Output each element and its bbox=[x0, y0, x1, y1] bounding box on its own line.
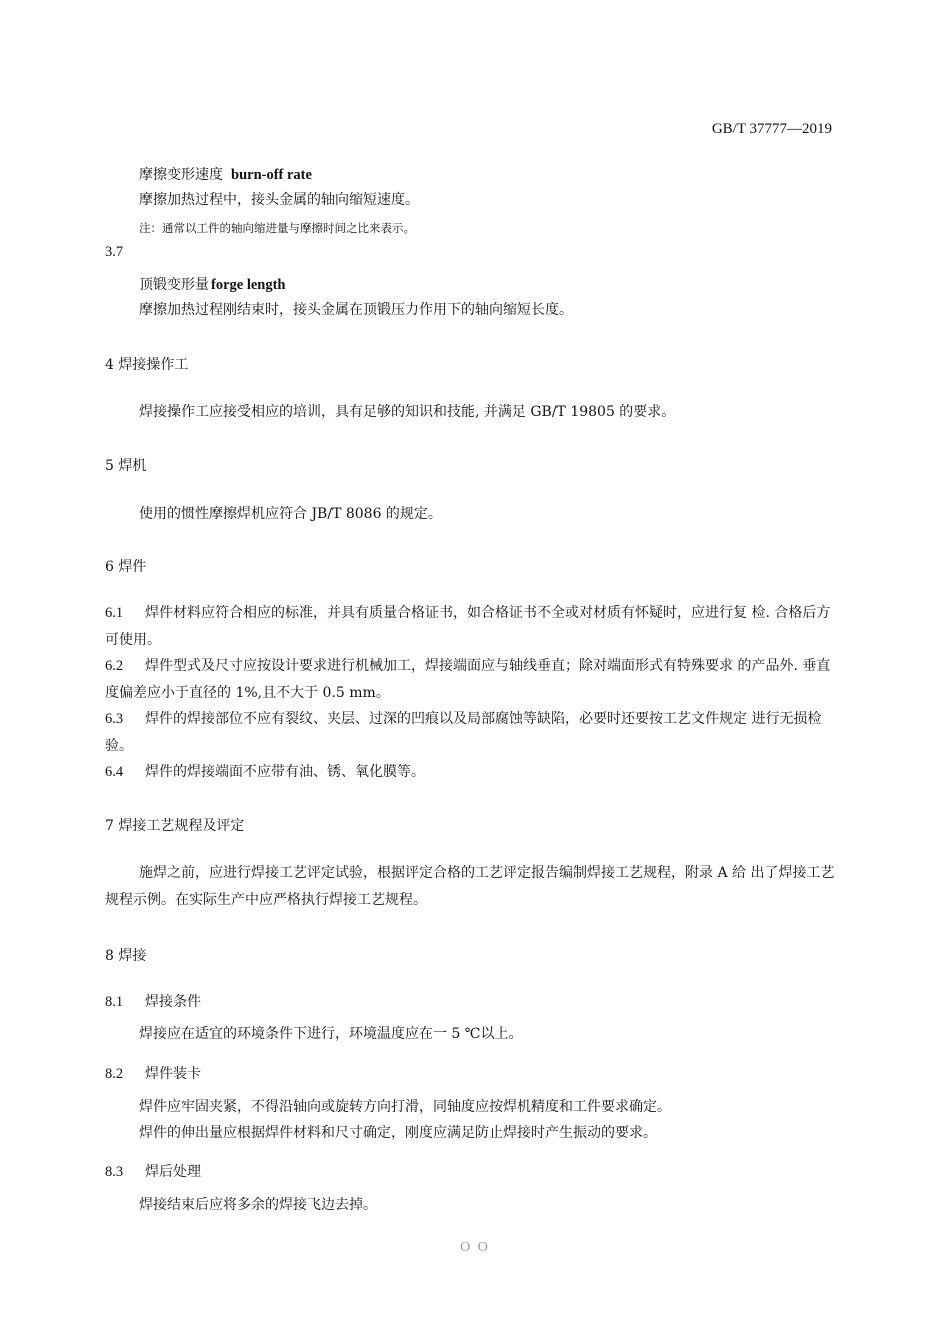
clause-number: 8.1 bbox=[105, 994, 124, 1010]
clause-number: 8.2 bbox=[105, 1066, 124, 1082]
clause-title: 焊接条件 bbox=[145, 994, 201, 1010]
definition-3-7: 摩擦加热过程刚结束时，接头金属在顶锻压力作用下的轴向缩短长度。 bbox=[139, 302, 573, 318]
standard-code: GB/T 37777—2019 bbox=[711, 121, 832, 137]
clause-text: 焊件的焊接端面不应带有油、锈、氧化膜等。 bbox=[145, 764, 425, 780]
clause-6-2 bbox=[105, 653, 843, 707]
clause-number-3-7: 3.7 bbox=[105, 244, 124, 260]
heading-section-4: 4 焊接操作工 bbox=[105, 357, 189, 373]
term-3-6 bbox=[139, 165, 312, 185]
text-8-3: 焊接结束后应将多余的焊接飞边去掉。 bbox=[139, 1197, 377, 1213]
clause-title: 焊后处理 bbox=[145, 1164, 201, 1180]
text-8-2-line-2: 焊件的伸出量应根据焊件材料和尺寸确定，刚度应满足防止焊接时产生振动的要求。 bbox=[139, 1125, 657, 1141]
clause-6-1 bbox=[105, 600, 843, 654]
heading-section-8: 8 焊接 bbox=[105, 948, 147, 964]
clause-number: 6.2 bbox=[105, 658, 124, 674]
clause-text: 焊件型式及尺寸应按设计要求进行机械加工，焊接端面应与轴线垂直；除对端面形式有特殊要求 的产品外. 垂直度偏差应小于直径的 1%,且不大于 0.5 mm。 bbox=[105, 658, 831, 701]
term-en: forge length bbox=[211, 277, 286, 293]
clause-number: 6.1 bbox=[105, 605, 124, 621]
text-8-2-line-1: 焊件应牢固夹紧，不得沿轴向或旋转方向打滑，同轴度应按焊机精度和工件要求确定。 bbox=[139, 1099, 671, 1115]
clause-6-4 bbox=[105, 759, 843, 786]
clause-8-3-heading bbox=[105, 1162, 201, 1182]
clause-text: 焊件的焊接部位不应有裂纹、夹层、过深的凹痕以及局部腐蚀等缺陷，必要时还要按工艺文件规定 进行无损检验。 bbox=[105, 711, 822, 754]
term-3-7 bbox=[139, 275, 286, 295]
text-8-1: 焊接应在适宜的环境条件下进行，环境温度应在一 5 ℃以上。 bbox=[139, 1026, 523, 1042]
clause-text: 焊件材料应符合相应的标准，并具有质量合格证书，如合格证书不全或对材质有怀疑时，应进行复 检. 合格后方可使用。 bbox=[105, 605, 831, 648]
heading-section-6: 6 焊件 bbox=[105, 559, 147, 575]
clause-number: 6.3 bbox=[105, 711, 124, 727]
note-3-6: 注：通常以工件的轴向缩进量与摩擦时间之比来表示。 bbox=[139, 221, 415, 235]
text-section-5: 使用的惯性摩擦焊机应符合 JB/T 8086 的规定。 bbox=[139, 506, 442, 522]
term-en: burn-off rate bbox=[231, 167, 312, 183]
heading-section-7: 7 焊接工艺规程及评定 bbox=[105, 818, 245, 834]
text-section-4: 焊接操作工应接受相应的培训，具有足够的知识和技能, 并满足 GB/T 19805 的要求。 bbox=[139, 404, 676, 420]
clause-6-3 bbox=[105, 706, 843, 760]
clause-title: 焊件装卡 bbox=[145, 1066, 201, 1082]
text-section-7: 施焊之前，应进行焊接工艺评定试验，根据评定合格的工艺评定报告编制焊接工艺规程，附录 A 给 出了焊接工艺规程示例。在实际生产中应严格执行焊接工艺规程。 bbox=[105, 865, 835, 908]
page-number: O O bbox=[460, 1240, 490, 1255]
clause-number: 6.4 bbox=[105, 764, 124, 780]
term-cn: 顶锻变形量 bbox=[139, 277, 209, 293]
term-cn: 摩擦变形速度 bbox=[139, 167, 223, 183]
heading-section-5: 5 焊机 bbox=[105, 458, 147, 474]
definition-3-6: 摩擦加热过程中，接头金属的轴向缩短速度。 bbox=[139, 192, 419, 208]
clause-8-1-heading bbox=[105, 992, 201, 1012]
clause-number: 8.3 bbox=[105, 1164, 124, 1180]
clause-8-2-heading bbox=[105, 1064, 201, 1084]
